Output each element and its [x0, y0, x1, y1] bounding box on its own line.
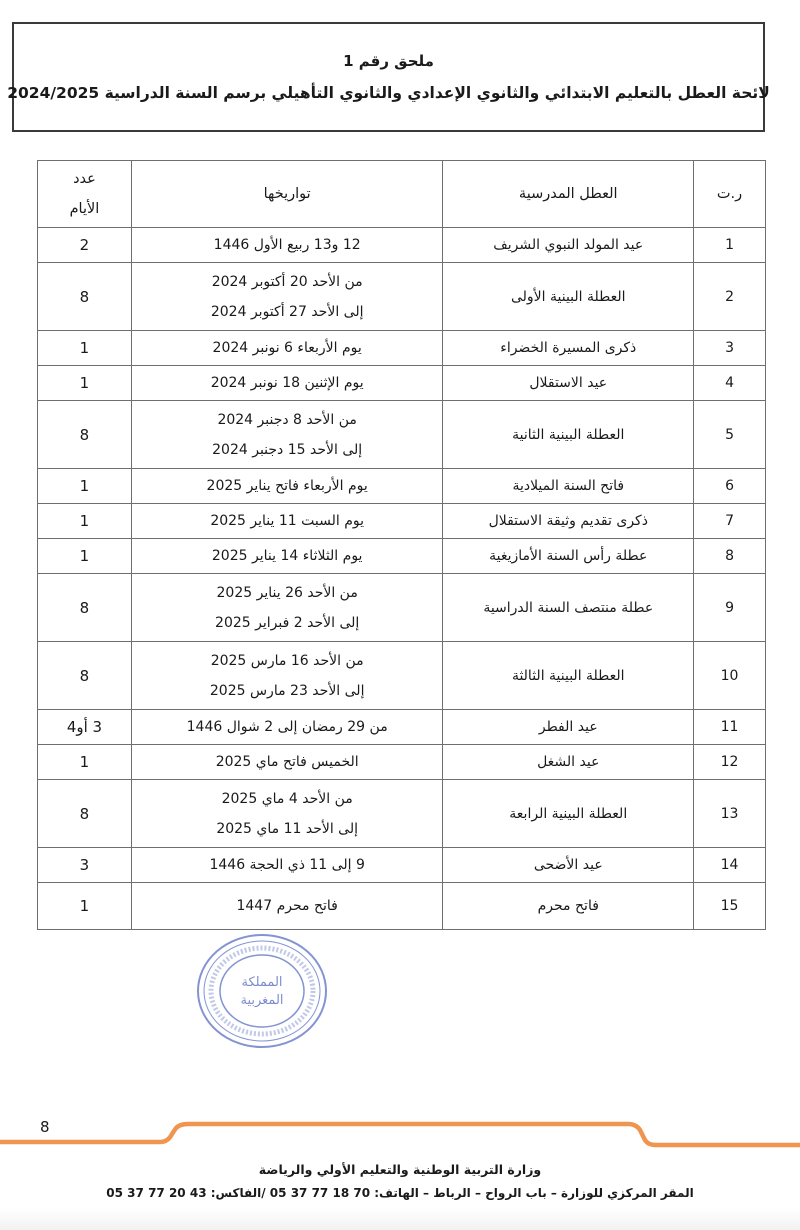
- holiday-dates: [131, 745, 443, 780]
- holiday-name: العطلة البينية الأولى: [443, 263, 694, 331]
- days-count: 3 أو4: [38, 710, 132, 745]
- seal-text: المملكة المغربية: [240, 975, 284, 1008]
- table-row: [38, 331, 766, 366]
- row-number: 14: [694, 848, 766, 883]
- row-number: 10: [694, 642, 766, 710]
- holiday-name: ذكرى المسيرة الخضراء: [443, 331, 694, 366]
- holiday-name: عطلة رأس السنة الأمازيغية: [443, 539, 694, 574]
- holiday-name: فاتح محرم: [443, 883, 694, 930]
- days-count: 1: [38, 331, 132, 366]
- date-line: إلى الأحد 2 فبراير 2025: [215, 614, 360, 631]
- row-number: 5: [694, 401, 766, 469]
- row-number: 7: [694, 504, 766, 539]
- days-count: 1: [38, 504, 132, 539]
- holiday-dates: [131, 642, 443, 710]
- column-header-holiday: العطل المدرسية: [443, 161, 694, 228]
- holiday-name: عيد الفطر: [443, 710, 694, 745]
- date-line: 9 إلى 11 ذي الحجة 1446: [209, 857, 365, 873]
- holiday-dates: [131, 780, 443, 848]
- footer-decorative-line: [0, 1110, 800, 1160]
- days-count: 1: [38, 883, 132, 930]
- holiday-dates: [131, 469, 443, 504]
- date-line: من الأحد 8 دجنبر 2024: [217, 411, 357, 428]
- date-line: من 29 رمضان إلى 2 شوال 1446: [186, 719, 388, 735]
- row-number: 13: [694, 780, 766, 848]
- column-header-days: [38, 161, 132, 228]
- holidays-table: [37, 160, 766, 930]
- days-count: 1: [38, 539, 132, 574]
- table-row: [38, 883, 766, 930]
- column-header-dates: تواريخها: [131, 161, 443, 228]
- row-number: 9: [694, 574, 766, 642]
- date-line: يوم السبت 11 يناير 2025: [210, 513, 365, 529]
- date-line: من الأحد 26 يناير 2025: [216, 584, 358, 601]
- days-count: 2: [38, 228, 132, 263]
- days-count: 1: [38, 745, 132, 780]
- column-header-days-line2: الأيام: [69, 201, 100, 217]
- row-number: 8: [694, 539, 766, 574]
- holiday-dates: [131, 883, 443, 930]
- table-row: [38, 642, 766, 710]
- days-count: 8: [38, 263, 132, 331]
- row-number: 4: [694, 366, 766, 401]
- table-row: [38, 401, 766, 469]
- days-count: 3: [38, 848, 132, 883]
- row-number: 3: [694, 331, 766, 366]
- holiday-name: العطلة البينية الثالثة: [443, 642, 694, 710]
- date-line: يوم الإثنين 18 نونبر 2024: [210, 375, 364, 391]
- holiday-name: فاتح السنة الميلادية: [443, 469, 694, 504]
- holiday-dates: [131, 401, 443, 469]
- holiday-dates: [131, 504, 443, 539]
- holiday-name: عيد الأضحى: [443, 848, 694, 883]
- holiday-dates: [131, 228, 443, 263]
- footer-ministry-name: وزارة التربية الوطنية والتعليم الأولي والرياضة: [258, 1162, 542, 1177]
- table-row: [38, 366, 766, 401]
- holiday-dates: [131, 366, 443, 401]
- annex-title: ملحق رقم 1: [343, 52, 434, 70]
- holiday-dates: [131, 539, 443, 574]
- row-number: 11: [694, 710, 766, 745]
- date-line: يوم الأربعاء 6 نونبر 2024: [212, 340, 362, 356]
- days-count: 1: [38, 366, 132, 401]
- holiday-dates: [131, 574, 443, 642]
- date-line: إلى الأحد 15 دجنبر 2024: [212, 441, 363, 458]
- table-row: [38, 263, 766, 331]
- holiday-dates: [131, 263, 443, 331]
- table-header-row: [38, 161, 766, 228]
- holiday-name: عيد المولد النبوي الشريف: [443, 228, 694, 263]
- holiday-name: العطلة البينية الثانية: [443, 401, 694, 469]
- date-line: 12 و13 ربيع الأول 1446: [213, 237, 361, 253]
- row-number: 12: [694, 745, 766, 780]
- row-number: 1: [694, 228, 766, 263]
- days-count: 8: [38, 401, 132, 469]
- date-line: يوم الثلاثاء 14 يناير 2025: [211, 548, 363, 564]
- holiday-name: عطلة منتصف السنة الدراسية: [443, 574, 694, 642]
- holiday-name: العطلة البينية الرابعة: [443, 780, 694, 848]
- holiday-dates: [131, 331, 443, 366]
- table-row: [38, 574, 766, 642]
- holiday-name: عيد الاستقلال: [443, 366, 694, 401]
- days-count: 1: [38, 469, 132, 504]
- column-header-days-line1: عدد: [73, 171, 96, 187]
- page-number: 8: [40, 1118, 50, 1136]
- days-count: 8: [38, 574, 132, 642]
- date-line: فاتح محرم 1447: [236, 898, 338, 914]
- holiday-name: ذكرى تقديم وثيقة الاستقلال: [443, 504, 694, 539]
- date-line: من الأحد 16 مارس 2025: [210, 652, 364, 669]
- row-number: 6: [694, 469, 766, 504]
- page-bottom-edge: [0, 1208, 800, 1230]
- row-number: 15: [694, 883, 766, 930]
- table-row: [38, 504, 766, 539]
- date-line: من الأحد 20 أكتوبر 2024: [211, 273, 363, 290]
- document-subtitle: لائحة العطل بالتعليم الابتدائي والثانوي الإعدادي والثانوي التأهيلي برسم السنة الدراسية 2024/2025: [7, 84, 770, 102]
- holiday-dates: [131, 710, 443, 745]
- days-count: 8: [38, 780, 132, 848]
- date-line: إلى الأحد 11 ماي 2025: [216, 820, 359, 837]
- table-row: [38, 539, 766, 574]
- table-row: [38, 469, 766, 504]
- column-header-number: ر.ت: [694, 161, 766, 228]
- table-row: [38, 745, 766, 780]
- footer-address: المقر المركزي للوزارة – باب الرواح – الرباط – الهاتف: 70 18 77 37 05 /الفاكس: 43 20 77 37 05: [106, 1186, 694, 1200]
- table-row: [38, 228, 766, 263]
- date-line: يوم الأربعاء فاتح يناير 2025: [206, 478, 368, 494]
- date-line: إلى الأحد 27 أكتوبر 2024: [210, 303, 364, 320]
- row-number: 2: [694, 263, 766, 331]
- holiday-dates: [131, 848, 443, 883]
- table-row: [38, 710, 766, 745]
- table-row: [38, 780, 766, 848]
- holiday-name: عيد الشغل: [443, 745, 694, 780]
- date-line: إلى الأحد 23 مارس 2025: [209, 682, 365, 699]
- table-row: [38, 848, 766, 883]
- date-line: من الأحد 4 ماي 2025: [221, 790, 353, 807]
- days-count: 8: [38, 642, 132, 710]
- ministry-seal: [192, 930, 332, 1052]
- date-line: الخميس فاتح ماي 2025: [215, 754, 359, 770]
- title-box: [7, 22, 770, 132]
